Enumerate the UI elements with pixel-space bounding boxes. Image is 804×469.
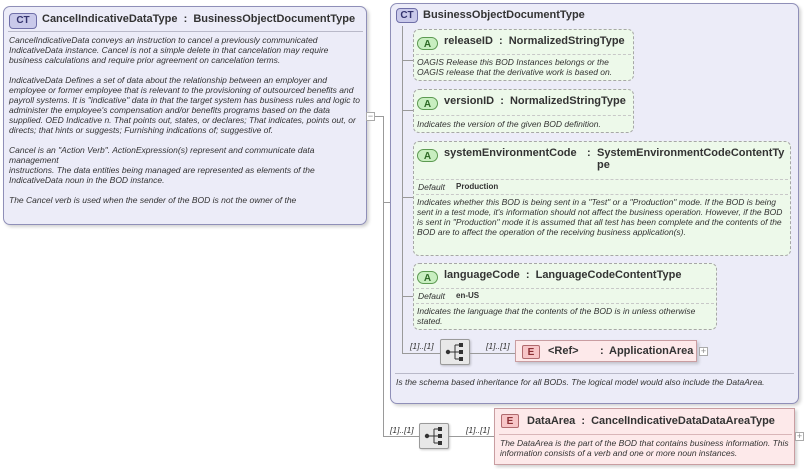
connector xyxy=(470,353,515,354)
attribute-colon: : xyxy=(500,95,504,107)
attribute-divider xyxy=(416,54,631,55)
attribute-type: NormalizedStringType xyxy=(508,35,625,47)
sequence-icon xyxy=(441,340,469,364)
element-colon: : xyxy=(581,415,586,427)
attribute-divider xyxy=(416,115,631,116)
attribute-name: systemEnvironmentCode xyxy=(444,147,577,159)
expand-toggle[interactable]: + xyxy=(796,431,803,441)
complex-type-icon: CT xyxy=(9,13,37,29)
element-type: CancelIndicativeDataDataAreaType xyxy=(591,415,775,427)
element-title xyxy=(527,415,775,427)
attribute-versionid[interactable] xyxy=(413,89,634,133)
default-label: Default xyxy=(418,291,445,301)
attribute-description: Indicates the language that the contents of the BOD is in unless otherwise stated. xyxy=(417,306,696,326)
root-title xyxy=(42,13,355,25)
root-divider xyxy=(8,31,363,32)
element-colon: : xyxy=(600,345,604,357)
attribute-colon: : xyxy=(587,147,591,159)
connector xyxy=(383,116,384,436)
root-desc-p3: Cancel is an "Action Verb". ActionExpression(s) represent and communicate data management instructions. The data entities being managed are represented as elements of the IndicativeData noun in the BOD instance. xyxy=(9,145,315,185)
attribute-languagecode[interactable] xyxy=(413,263,717,330)
root-description xyxy=(9,35,361,205)
attribute-icon: A xyxy=(417,149,438,162)
cardinality-label: [1]..[1] xyxy=(390,425,414,435)
element-icon: E xyxy=(501,414,519,428)
attribute-type: LanguageCodeContentType xyxy=(535,269,682,281)
attribute-divider xyxy=(416,179,788,180)
root-desc-p4: The Cancel verb is used when the sender of the BOD is not the owner of the xyxy=(9,195,297,205)
root-desc-p2: IndicativeData Defines a set of data about the relationship between an employer and employee or former employee that is relevant to the provisioning of outsourced benefits and payroll systems. It is "indicative" data in that the target system has business rules and logic to administer the employee's compensation and/or benefits programs based on the data supplied. OED Indicative n. That points out, states, or declares; That indicates, points out, or directs; that hints or suggests; Furnishing indications of; suggestive of. xyxy=(9,75,360,135)
attribute-colon: : xyxy=(499,35,503,47)
element-name: <Ref> xyxy=(548,345,579,357)
root-colon: : xyxy=(183,13,188,25)
default-label: Default xyxy=(418,182,445,192)
element-name: DataArea xyxy=(527,415,576,427)
attribute-title xyxy=(444,35,625,47)
root-name: CancelIndicativeDataType xyxy=(42,13,178,25)
attribute-icon: A xyxy=(417,37,438,50)
connector xyxy=(402,296,413,297)
element-type: ApplicationArea xyxy=(609,345,694,357)
base-divider xyxy=(395,373,794,374)
attribute-type: SystemEnvironmentCodeContentTy pe xyxy=(597,147,785,171)
complex-type-icon: CT xyxy=(396,8,418,23)
connector xyxy=(383,436,419,437)
cardinality-label: [1]..[1] xyxy=(466,425,490,435)
attribute-description: Indicates whether this BOD is being sent in a "Test" or a "Production" mode. If the BOD is being sent in a test mode, it's information should not affect the business operation. However, if the BOD is sent in "Production" mode it is assumed that all test has been complete and the contents of the BOD are to affect the operation of the receiving business application(s). xyxy=(417,197,783,237)
base-title: BusinessObjectDocumentType xyxy=(423,9,585,21)
attribute-name: versionID xyxy=(444,95,495,107)
element-divider xyxy=(499,434,792,435)
connector xyxy=(402,353,440,354)
expand-toggle[interactable]: + xyxy=(700,346,707,356)
connector xyxy=(402,26,403,353)
root-collapse-toggle[interactable]: − xyxy=(367,111,374,121)
attribute-name: releaseID xyxy=(444,35,493,47)
sequence-compositor[interactable] xyxy=(419,423,449,449)
connector xyxy=(375,116,383,117)
attribute-title xyxy=(444,95,626,107)
element-icon: E xyxy=(522,345,540,359)
attribute-divider xyxy=(416,288,714,289)
root-type: BusinessObjectDocumentType xyxy=(193,13,356,25)
attribute-systemenvironmentcode[interactable] xyxy=(413,141,791,256)
cardinality-label: [1]..[1] xyxy=(486,341,510,351)
attribute-description: Indicates the version of the given BOD definition. xyxy=(417,119,601,129)
connector xyxy=(449,436,494,437)
attribute-colon: : xyxy=(525,269,530,281)
connector xyxy=(402,110,413,111)
attribute-icon: A xyxy=(417,97,438,110)
attribute-type: NormalizedStringType xyxy=(509,95,626,107)
sequence-icon xyxy=(420,424,448,448)
element-dataarea[interactable] xyxy=(494,408,795,465)
cardinality-label: [1]..[1] xyxy=(410,341,434,351)
attribute-title xyxy=(444,269,681,281)
base-description: Is the schema based inheritance for all BODs. The logical model would also include the DataArea. xyxy=(396,377,765,387)
attribute-description: OAGIS Release this BOD Instances belongs or the OAGIS release that the derivative work is based on. xyxy=(417,57,613,77)
connector xyxy=(402,197,413,198)
element-description: The DataArea is the part of the BOD that contains business information. This information consists of a verb and one or more noun instances. xyxy=(500,438,789,458)
default-value: en-US xyxy=(456,291,480,300)
root-complex-type[interactable] xyxy=(3,6,367,225)
attribute-divider xyxy=(416,194,788,195)
attribute-icon: A xyxy=(417,271,438,284)
attribute-name: languageCode xyxy=(444,269,520,281)
element-applicationarea[interactable] xyxy=(515,340,697,362)
attribute-releaseid[interactable] xyxy=(413,29,634,81)
connector xyxy=(402,60,413,61)
sequence-compositor[interactable] xyxy=(440,339,470,365)
base-complex-type[interactable] xyxy=(390,3,799,404)
root-desc-p1: CancelIndicativeData conveys an instruction to cancel a previously communicated IndicativeData instance. Cancel is not a simple delete in that cancelation may require business calculations and require prior agreement on cancelation terms. xyxy=(9,35,329,65)
attribute-divider xyxy=(416,303,714,304)
default-value: Production xyxy=(456,182,499,191)
